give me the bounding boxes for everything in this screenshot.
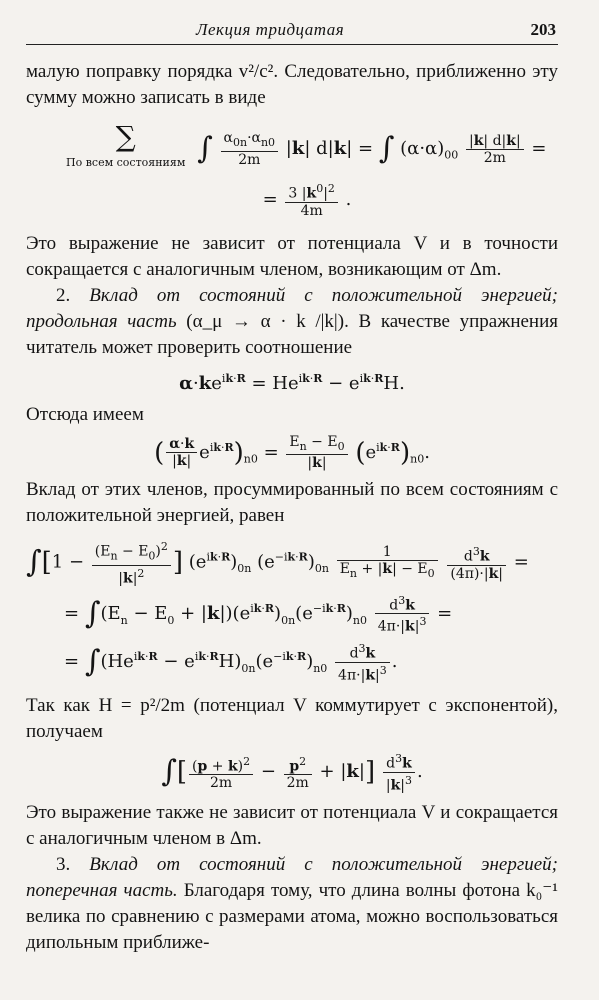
equation-matrix-element: ( $\frac{\alpha\cdot k}{|k|}$ $e^{ik\cdot R})_{n0}$ = $\frac{E_n - E_0}{|k|}$ $(e^{ik\cdot R})_{n0}$. — [154, 433, 430, 472]
equation-longitudinal-2: = $\int(E_n - E_0 + |k|)(e^{ik\cdot R})_{0n}(e^{-ik\cdot R})_{n0}$ $\frac{d^3k}{4\pi\cdot|k|^3}$ = — [64, 593, 453, 635]
page — [26, 20, 558, 956]
equation-result: ∫[ $\frac{(p + k)^2}{2m}$ − $\frac{p^2}{2m}$ + |k|] $\frac{d^3k}{|k|^3}$ . — [161, 752, 423, 794]
sum-caption: По всем состояниям — [66, 156, 186, 169]
paragraph: Отсюда имеем — [26, 403, 144, 425]
paragraph: Это выражение также не зависит от потенциала V и сокращается с аналогичным членом в Δm. — [26, 801, 558, 849]
section-title: Вклад от состояний с положительной энергией; продольная часть — [26, 284, 558, 332]
equation-sum-result: = $\frac{3 |k^0|^2}{4m}$ . — [262, 182, 352, 219]
equation-longitudinal-1: ∫[1 − $\frac{(E_n - E_0)^2}{|k|^2}$ ] $(e^{ik\cdot R})_{0n}$ $(e^{-ik\cdot R})_{0n}$ $\frac{1}{E_n + |k| - E_0}$ $\frac{d^3k}{(4\pi)\cdot|k|}$ = — [26, 540, 529, 587]
paragraph-section-2: 2. Вклад от состояний с положительной энергией; продольная часть (α_μ → α · k /|k|). В качестве упражнения читатель может проверить соотношение — [26, 284, 558, 358]
paragraph: Это выражение не зависит от потенциала V и в точности сокращается с аналогичным членом, возникающим от Δm. — [26, 232, 558, 280]
equation-identity: $\alpha\cdot ke^{ik\cdot R} = He^{ik\cdot R} - e^{ik\cdot R}H$. — [179, 371, 405, 394]
paragraph: малую поправку порядка v²/c². Следовательно, приближенно эту сумму можно записать в виде — [26, 61, 558, 108]
paragraph: Вклад от этих членов, просуммированный по всем состояниям с положительной энергией, равен — [26, 479, 558, 527]
running-title: Лекция тридцатая — [196, 20, 345, 39]
paragraph-section-3: 3. Вклад от состояний с положительной энергией; поперечная часть. Благодаря тому, что длина волны фотона k₀⁻¹ велика по сравнению с размерами атома, можно воспользоваться дипольным приближе- — [26, 853, 559, 953]
section-title: Вклад от состояний с положительной энергией; поперечная часть. — [26, 853, 558, 901]
paragraph: Так как H = p²/2m (потенциал V коммутирует с экспонентой), получаем — [26, 695, 558, 743]
equation-sum: ∑ По всем состояниям ∫ $\frac{\alpha_{0n}\cdot\alpha_{n0}}{2m}$ |k| d|k| = ∫ $(\alpha\cdot\alpha)_{00}$ $\frac{|k| d|k|}{2m}$ = — [26, 123, 558, 175]
equation-longitudinal-3: = $\int(He^{ik\cdot R} - e^{ik\cdot R}H)_{0n}(e^{-ik\cdot R})_{n0}$ $\frac{d^3k}{4\pi\cdot|k|^3}$ . — [64, 641, 398, 684]
sum-symbol: ∑ По всем состояниям — [66, 120, 186, 169]
page-number: 203 — [530, 20, 556, 39]
running-header — [26, 20, 558, 45]
